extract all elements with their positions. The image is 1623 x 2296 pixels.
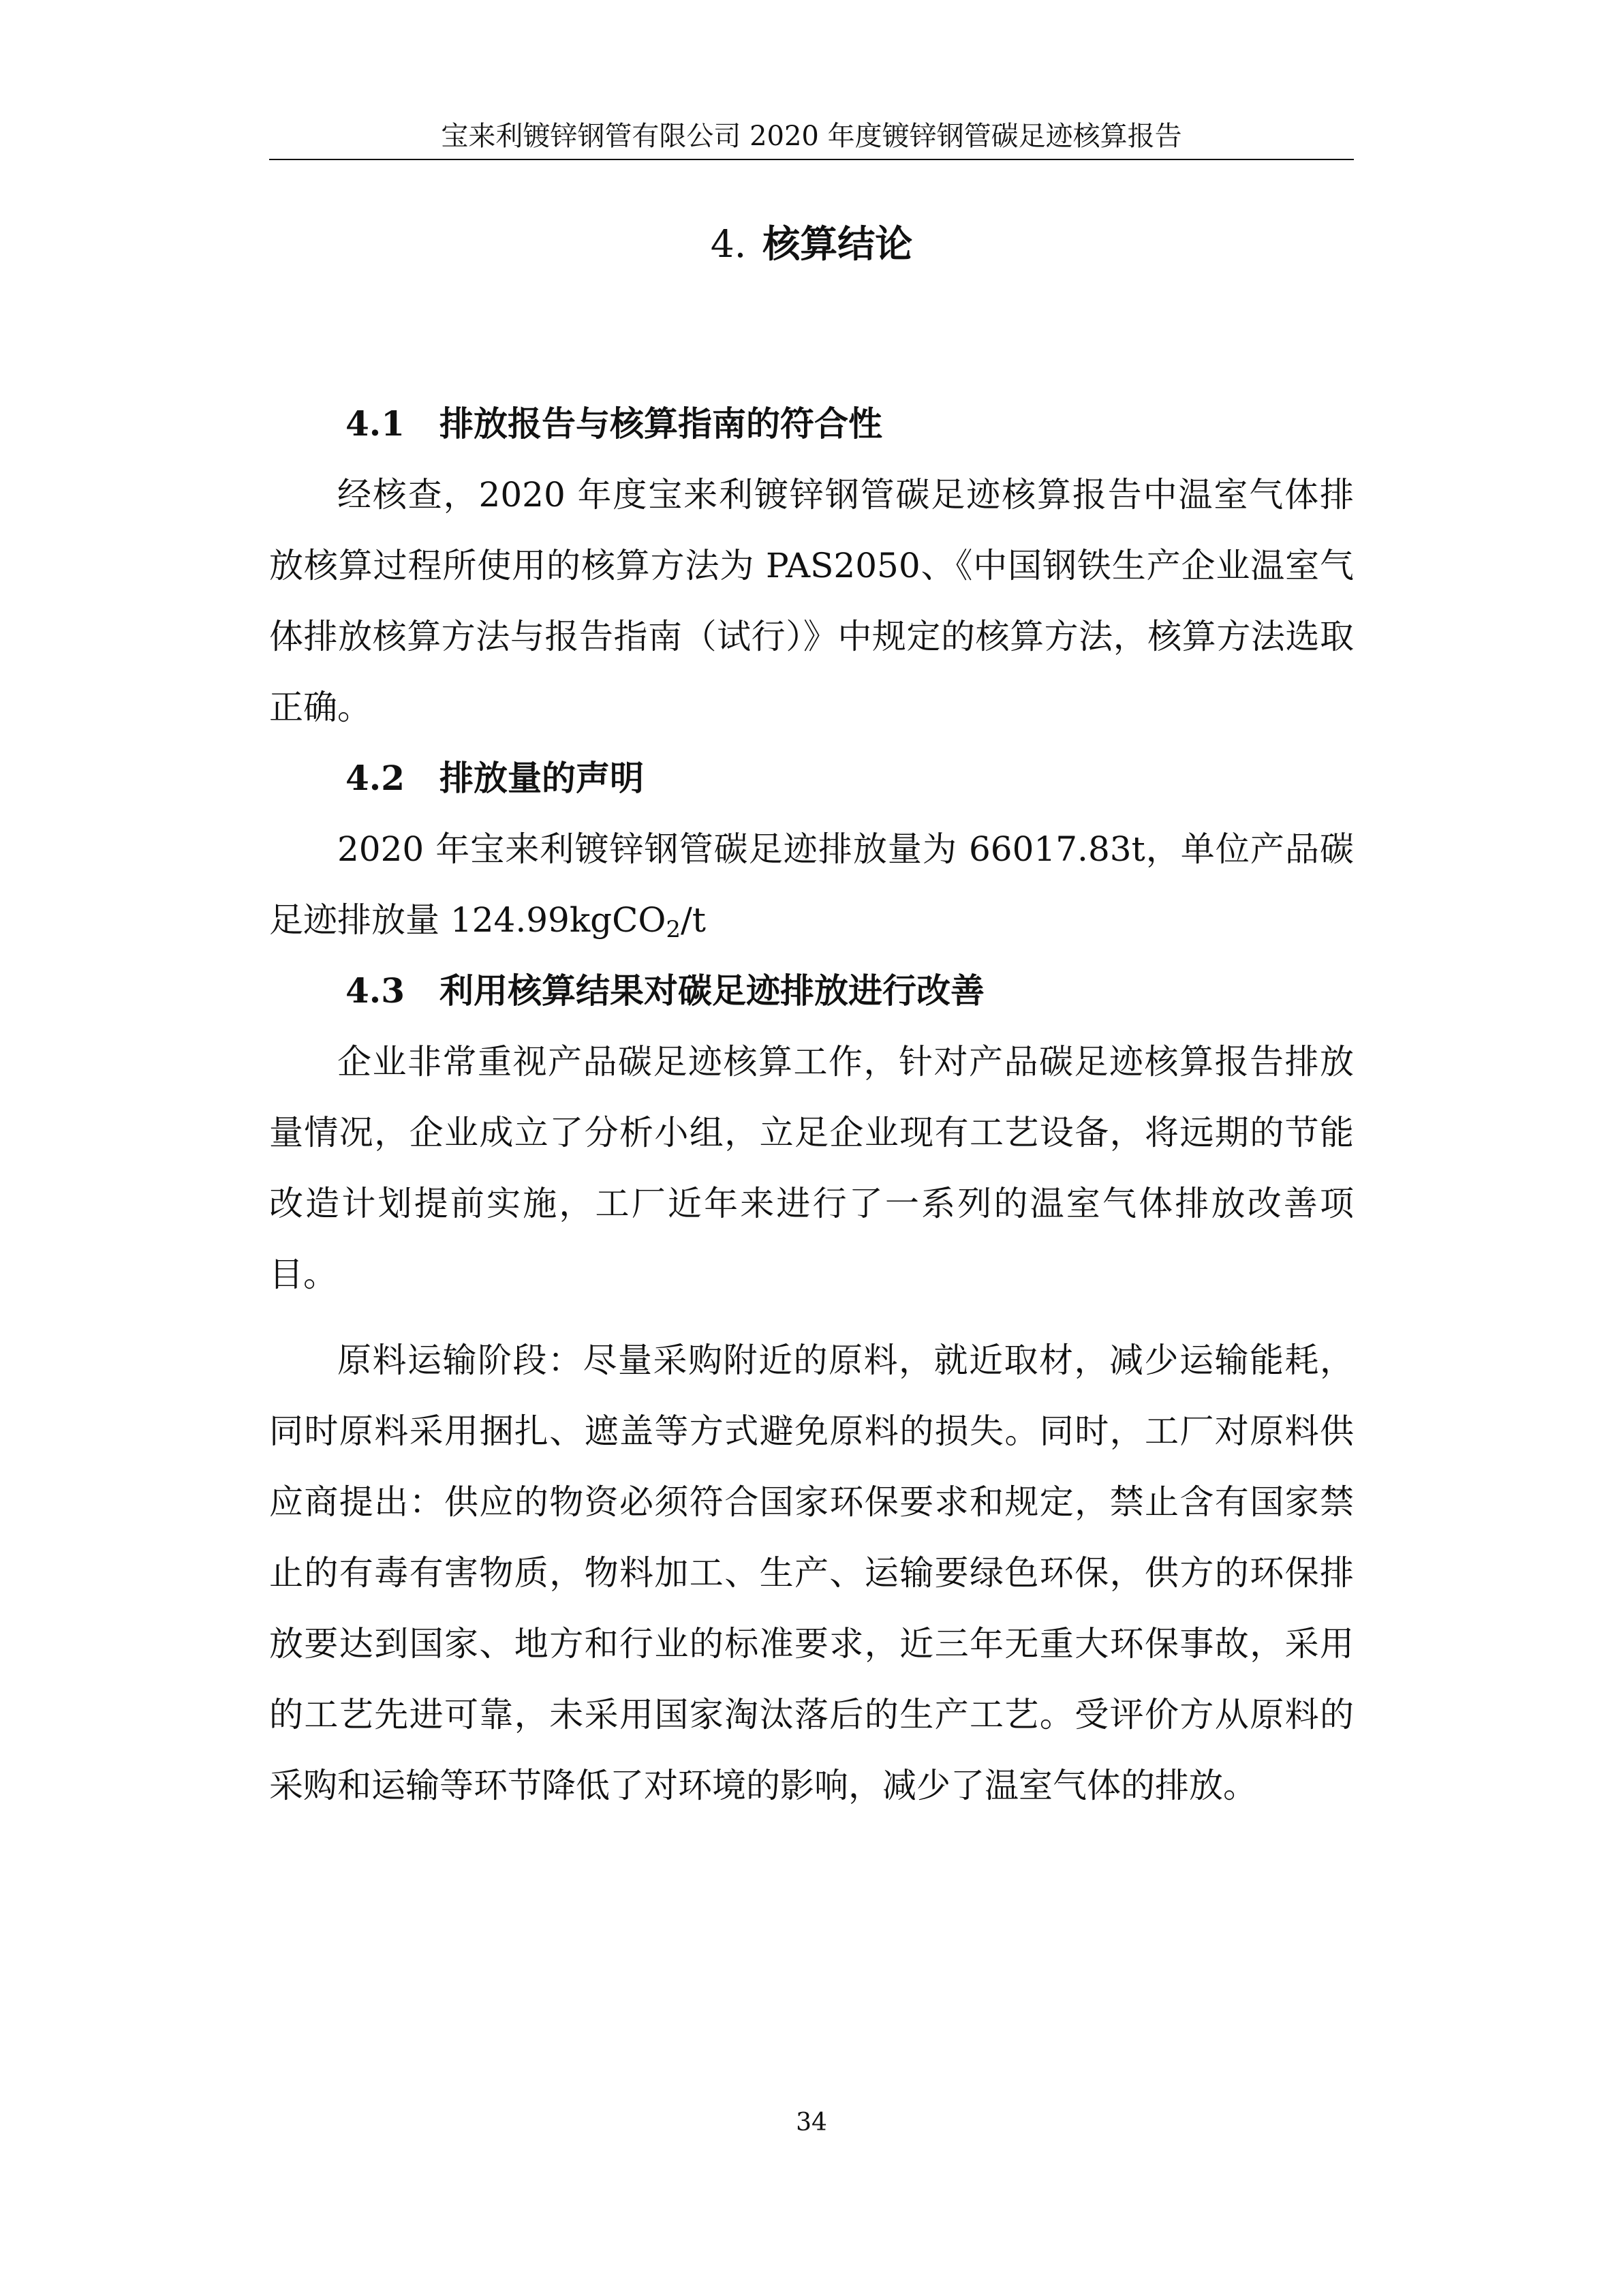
running-header: 宝来利镀锌钢管有限公司 2020 年度镀锌钢管碳足迹核算报告 [441, 121, 1182, 152]
document-body [269, 388, 1354, 1821]
section-number: 4.1 [345, 403, 405, 444]
chapter-number: 4. [710, 222, 747, 266]
paragraph-raw-material-transport: 原料运输阶段：尽量采购附近的原料，就近取材，减少运输能耗，同时原料采用捆扎、遮盖等方式避免原料的损失。同时，工厂对原料供应商提出：供应的物资必须符合国家环保要求和规定，禁止含有国家禁止的有毒有害物质，物料加工、生产、运输要绿色环保，供方的环保排放要达到国家、地方和行业的标准要求，近三年无重大环保事故，采用的工艺先进可靠，未采用国家淘汰落后的生产工艺。受评价方从原料的采购和运输等环节降低了对环境的影响，减少了温室气体的排放。 [269, 1341, 1354, 1805]
chapter-title-text: 核算结论 [762, 221, 913, 266]
chapter-title [269, 217, 1354, 271]
emission-unit-suffix: /t [681, 900, 706, 940]
section-title: 排放报告与核算指南的符合性 [439, 403, 882, 444]
paragraph-improvement-intro: 企业非常重视产品碳足迹核算工作，针对产品碳足迹核算报告排放量情况，企业成立了分析小组，立足企业现有工艺设备，将远期的节能改造计划提前实施，工厂近年来进行了一系列的温室气体排放改善项目。 [269, 1042, 1354, 1294]
section-number: 4.3 [345, 970, 405, 1011]
subscript-2: 2 [666, 916, 681, 943]
section-heading-4-2 [269, 743, 1354, 814]
paragraph-compliance: 经核查，2020 年度宝来利镀锌钢管碳足迹核算报告中温室气体排放核算过程所使用的核算方法为 PAS2050、《中国钢铁生产企业温室气体排放核算方法与报告指南（试行）》中规定的核算方法，核算方法选取正确。 [269, 475, 1354, 727]
section-number: 4.2 [345, 758, 405, 798]
header-divider [269, 159, 1354, 160]
section-title: 排放量的声明 [439, 758, 644, 798]
paragraph-emission-statement [269, 814, 1354, 955]
section-title: 利用核算结果对碳足迹排放进行改善 [439, 970, 985, 1011]
page-number: 34 [796, 2109, 827, 2137]
emission-text: 2020 年宝来利镀锌钢管碳足迹排放量为 66017.83t，单位产品碳足迹排放量 124.99kgCO [269, 829, 1354, 940]
section-heading-4-1 [269, 388, 1354, 459]
section-heading-4-3 [269, 955, 1354, 1026]
